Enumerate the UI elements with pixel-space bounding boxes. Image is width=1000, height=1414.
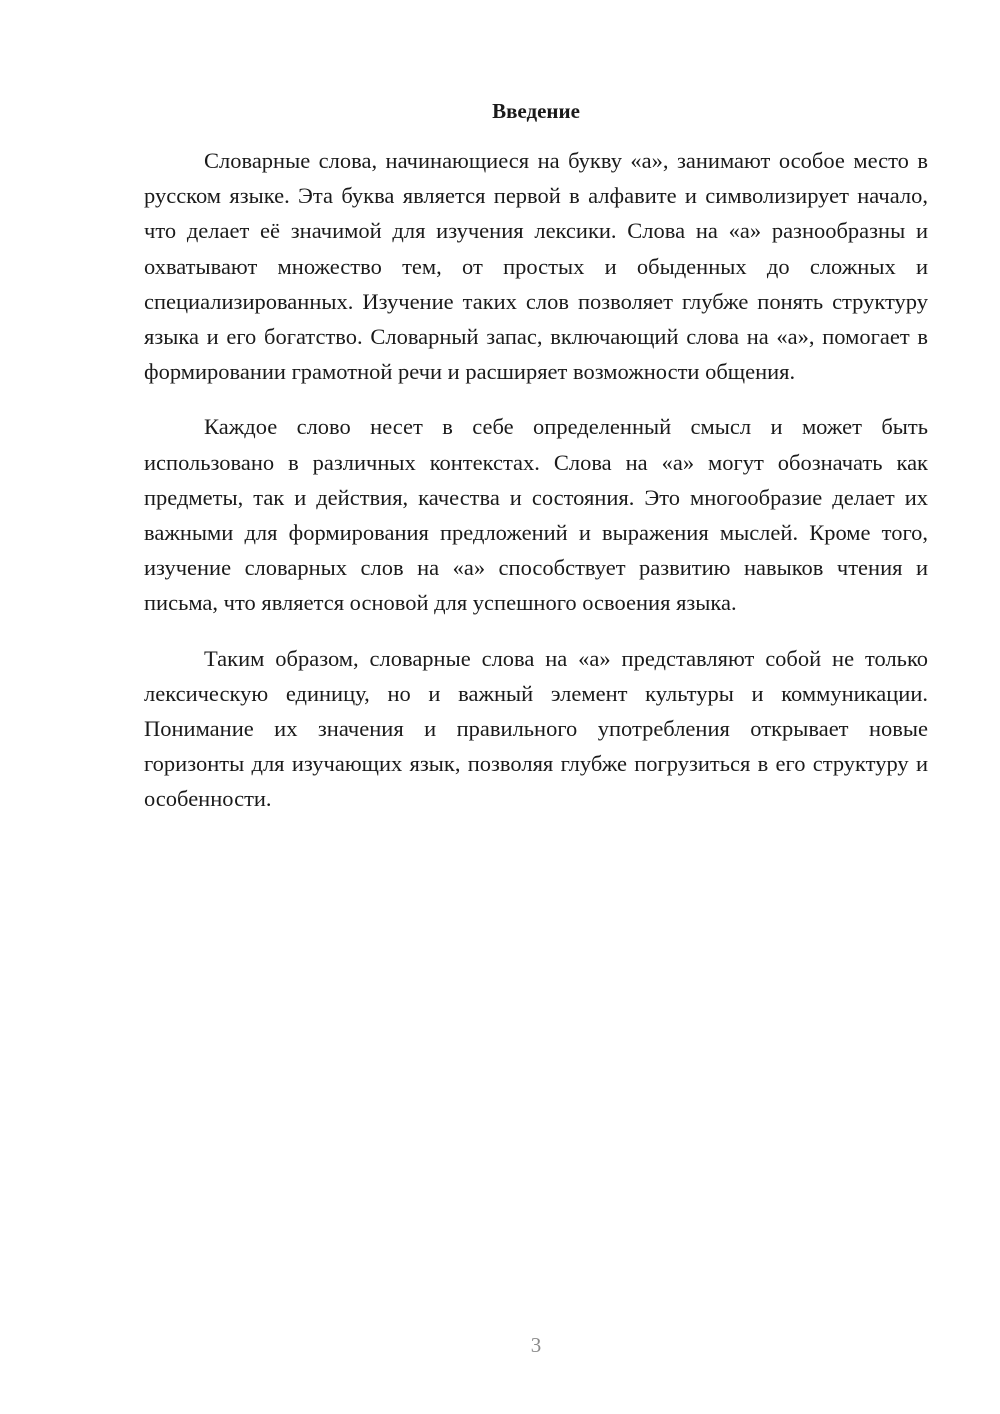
paragraph-1: Словарные слова, начинающиеся на букву «а», занимают особое место в русском языке. Эта буква является первой в алфавите и символизирует начало, что делает её значимой для изучения лексики. Слова на «а» разнообразны и охватывают множество тем, от простых и обыденных до сложных и специализированных. Изучение таких слов позволяет глубже понять структуру языка и его богатство. Словарный запас, включающий слова на «а», помогает в формировании грамотной речи и расширяет возможности общения.: [144, 148, 928, 385]
page-number: 3: [530, 1333, 542, 1357]
section-heading: Введение: [492, 99, 580, 123]
paragraph-2: Каждое слово несет в себе определенный смысл и может быть использовано в различных контекстах. Слова на «а» могут обозначать как предметы, так и действия, качества и состояния. Это многообразие делает их важными для формирования предложений и выражения мыслей. Кроме того, изучение словарных слов на «а» способствует развитию навыков чтения и письма, что является основой для успешного освоения языка.: [144, 414, 928, 616]
paragraph-3: Таким образом, словарные слова на «а» представляют собой не только лексическую единицу, но и важный элемент культуры и коммуникации. Понимание их значения и правильного употребления открывает новые горизонты для изучающих язык, позволяя глубже погрузиться в его структуру и особенности.: [144, 645, 928, 812]
body-text: [144, 143, 928, 837]
